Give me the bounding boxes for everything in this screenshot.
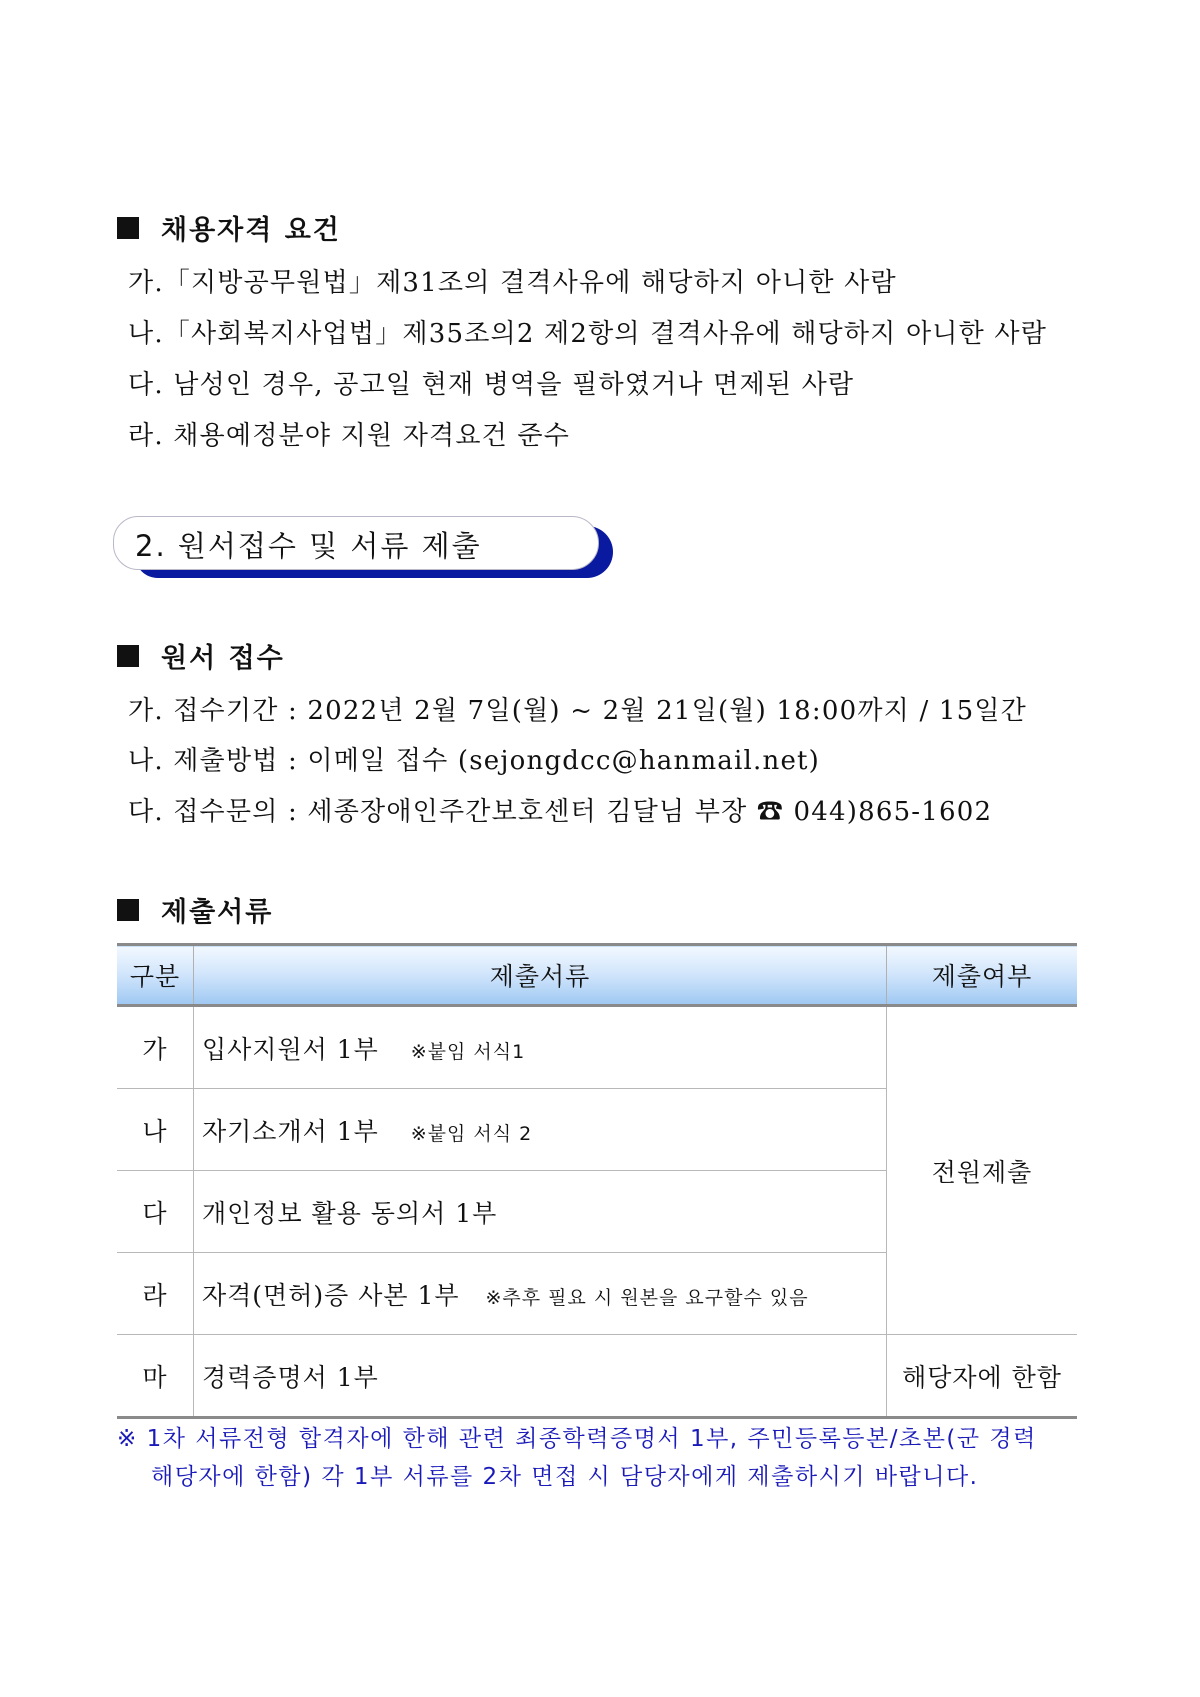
black-square-icon: [117, 899, 139, 921]
status-all: 전원제출: [887, 1006, 1078, 1335]
footnote-line-1: ※ 1차 서류전형 합격자에 한해 관련 최종학력증명서 1부, 주민등록등본/초본(군 경력: [117, 1426, 1037, 1452]
row-doc: [194, 1171, 887, 1253]
doc-name: 개인정보 활용 동의서 1부: [202, 1198, 498, 1228]
application-heading-text: 원서 접수: [161, 643, 285, 674]
doc-note: ※붙임 서식1: [410, 1040, 526, 1063]
footnote: [117, 1420, 1087, 1496]
table-header-row: [117, 945, 1077, 1006]
doc-name: 입사지원서 1부: [202, 1034, 379, 1064]
qualification-item-1: 가.「지방공무원법」제31조의 결격사유에 해당하지 아니한 사람: [128, 268, 897, 298]
documents-heading-text: 제출서류: [161, 897, 274, 928]
row-id: 나: [117, 1089, 194, 1171]
row-doc: [194, 1006, 887, 1089]
doc-note: ※붙임 서식 2: [410, 1122, 533, 1145]
row-doc: [194, 1335, 887, 1418]
application-method: 나. 제출방법 : 이메일 접수 (sejongdcc@hanmail.net): [128, 746, 821, 776]
documents-heading: [117, 890, 273, 929]
qualification-item-2: 나.「사회복지사업법」제35조의2 제2항의 결격사유에 해당하지 아니한 사람: [128, 319, 1048, 349]
qualification-heading-text: 채용자격 요건: [161, 215, 341, 246]
doc-name: 자격(면허)증 사본 1부: [202, 1280, 460, 1310]
row-doc: [194, 1089, 887, 1171]
header-status: 제출여부: [887, 945, 1078, 1006]
qualification-item-3: 다. 남성인 경우, 공고일 현재 병역을 필하였거나 면제된 사람: [128, 370, 855, 400]
row-id: 마: [117, 1335, 194, 1418]
doc-note: ※추후 필요 시 원본을 요구할수 있음: [485, 1286, 809, 1309]
application-contact: 다. 접수문의 : 세종장애인주간보호센터 김달님 부장 ☎ 044)865-1602: [128, 797, 993, 827]
qualification-heading: [117, 208, 341, 247]
section-title: 2. 원서접수 및 서류 제출: [135, 529, 482, 563]
status-applicable: 해당자에 한함: [887, 1335, 1078, 1418]
application-period: 가. 접수기간 : 2022년 2월 7일(월) ~ 2월 21일(월) 18:00까지 / 15일간: [128, 696, 1028, 726]
doc-name: 자기소개서 1부: [202, 1116, 379, 1146]
documents-table: [117, 943, 1077, 1419]
section-banner: [113, 516, 615, 580]
row-id: 다: [117, 1171, 194, 1253]
black-square-icon: [117, 217, 139, 239]
row-id: 라: [117, 1253, 194, 1335]
table-row: [117, 1006, 1077, 1089]
header-documents: 제출서류: [194, 945, 887, 1006]
doc-name: 경력증명서 1부: [202, 1362, 379, 1392]
row-doc: [194, 1253, 887, 1335]
black-square-icon: [117, 645, 139, 667]
application-heading: [117, 636, 285, 675]
header-category: 구분: [117, 945, 194, 1006]
row-id: 가: [117, 1006, 194, 1089]
table-row: [117, 1335, 1077, 1418]
qualification-item-4: 라. 채용예정분야 지원 자격요건 준수: [128, 421, 571, 451]
footnote-line-2: 해당자에 한함) 각 1부 서류를 2차 면접 시 담당자에게 제출하시기 바랍니다.: [151, 1464, 979, 1490]
